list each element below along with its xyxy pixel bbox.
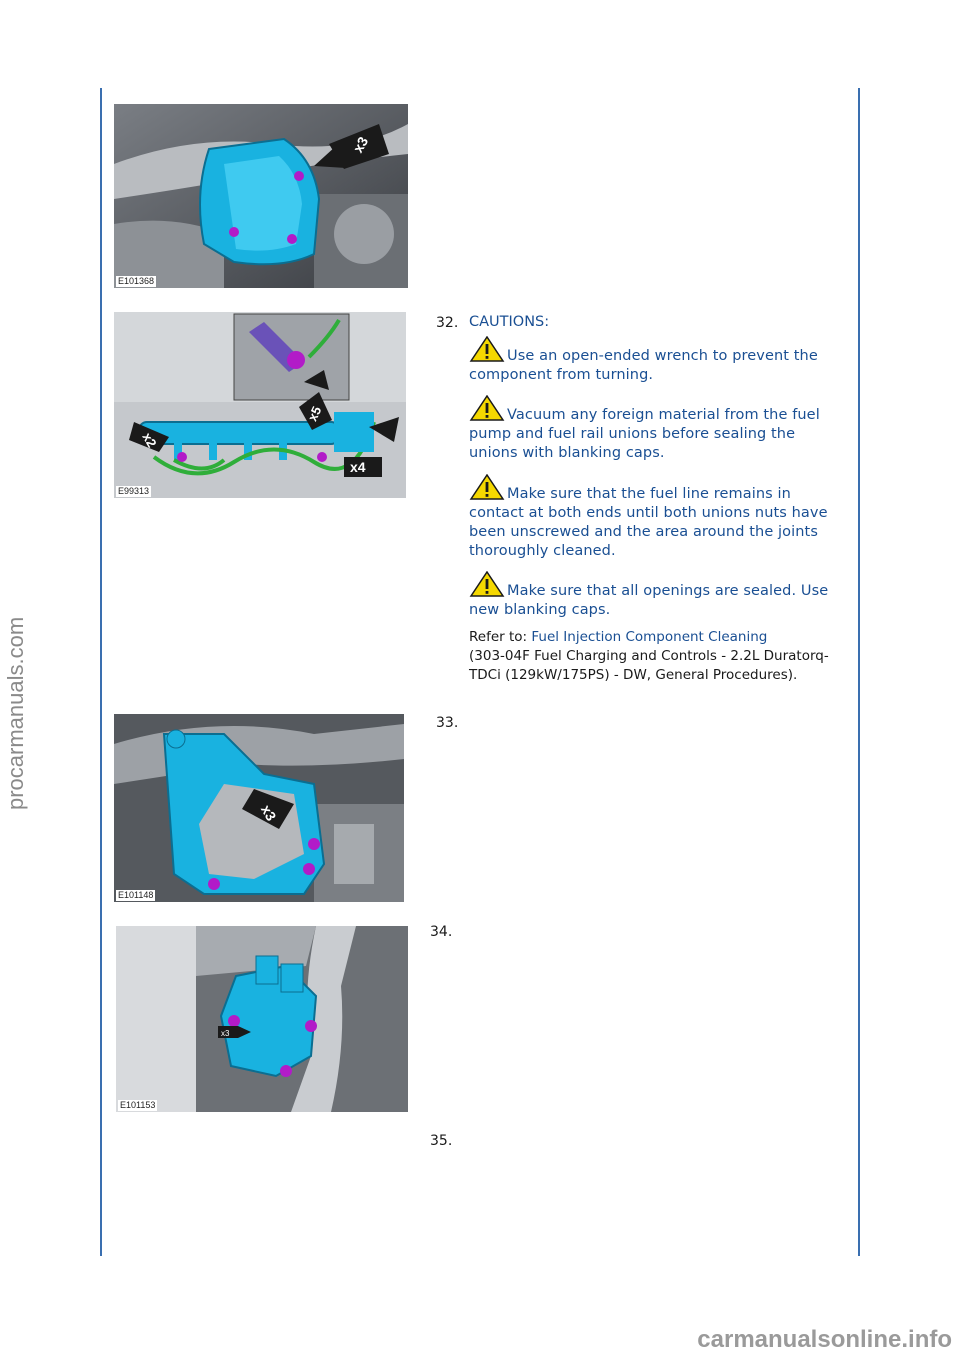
figure-illustration xyxy=(114,714,404,902)
figure-id: E101368 xyxy=(118,276,155,286)
callout-label: x5 xyxy=(304,404,325,424)
callout-label: x3 xyxy=(221,1029,230,1038)
step-number: 34. xyxy=(430,924,453,940)
bottom-watermark: carmanualsonline.info xyxy=(697,1326,952,1353)
warning-triangle-icon xyxy=(469,395,505,421)
right-margin-rule xyxy=(858,88,860,1256)
cautions-heading: CAUTIONS: xyxy=(469,314,550,330)
figure-pump-bracket xyxy=(114,714,404,902)
callout-label: x4 xyxy=(350,459,366,475)
figure-id: E101153 xyxy=(120,1100,156,1110)
caution-text: Use an open-ended wrench to prevent the component from turning. xyxy=(469,348,818,383)
callout-label: x3 xyxy=(257,802,280,824)
caution-item xyxy=(469,474,835,561)
figure-fuel-rail-lines xyxy=(114,312,406,498)
warning-triangle-icon xyxy=(469,571,505,597)
fuel-injection-cleaning-link[interactable]: Fuel Injection Component Cleaning xyxy=(531,629,768,645)
refer-details: (303-04F Fuel Charging and Controls - 2.2L Duratorq-TDCi (129kW/175PS) - DW, General Procedures). xyxy=(469,648,829,683)
figure-id: E99313 xyxy=(118,486,150,496)
caution-text: Make sure that the fuel line remains in contact at both ends until both unions nuts have been unscrewed and the area around the joints thoroughly cleaned. xyxy=(469,486,828,559)
refer-to xyxy=(469,628,839,685)
caution-text: Make sure that all openings are sealed. Use new blanking caps. xyxy=(469,583,829,618)
caution-text: Vacuum any foreign material from the fuel pump and fuel rail unions before sealing the unions with blanking caps. xyxy=(469,407,820,461)
warning-triangle-icon xyxy=(469,336,505,362)
step-number: 35. xyxy=(430,1133,453,1149)
caution-item xyxy=(469,336,835,385)
callout-label: x3 xyxy=(349,133,372,156)
figure-id: E101148 xyxy=(118,890,154,900)
callout-label: x2 xyxy=(139,429,160,450)
refer-label: Refer to: xyxy=(469,629,532,645)
figure-illustration xyxy=(114,312,406,498)
figure-illustration xyxy=(114,104,408,288)
figure-high-pressure-pump xyxy=(116,926,408,1112)
left-margin-rule xyxy=(100,88,102,1256)
step-number: 32. xyxy=(436,315,459,331)
caution-item xyxy=(469,571,835,620)
figure-vacuum-pump-bolts xyxy=(114,104,408,288)
figure-illustration xyxy=(116,926,408,1112)
warning-triangle-icon xyxy=(469,474,505,500)
step-number: 33. xyxy=(436,715,459,731)
caution-item xyxy=(469,395,835,463)
side-watermark: procarmanuals.com xyxy=(3,616,28,810)
